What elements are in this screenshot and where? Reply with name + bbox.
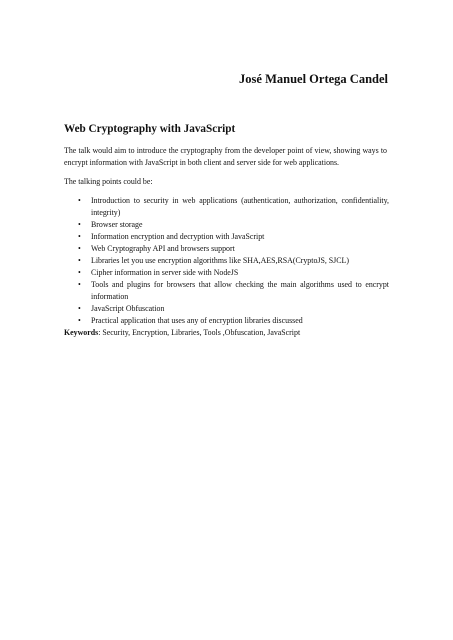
list-item (64, 315, 389, 327)
bullet-icon: • (78, 316, 81, 325)
talking-points-lead: The talking points could be: (64, 177, 153, 186)
list-item-text: JavaScript Obfuscation (91, 304, 165, 313)
bullet-icon: • (78, 232, 81, 241)
bullet-icon: • (78, 256, 81, 265)
talking-points-list (64, 195, 389, 327)
bullet-icon: • (78, 196, 81, 205)
list-item (64, 219, 389, 231)
list-item-text: Information encryption and decryption with JavaScript (91, 232, 265, 241)
list-item (64, 255, 389, 267)
list-item (64, 243, 389, 255)
intro-paragraph: The talk would aim to introduce the cryptography from the developer point of view, showing ways to encrypt information with JavaScript in both client and server side for web applications. (64, 146, 387, 167)
list-item-text: Cipher information in server side with NodeJS (91, 268, 239, 277)
list-item-text: Introduction to security in web applications (authentication, authorization, confidentiality, integrity) (91, 196, 389, 217)
document-title: Web Cryptography with JavaScript (64, 123, 236, 135)
list-item (64, 231, 389, 243)
author-name: José Manuel Ortega Candel (239, 72, 388, 86)
list-item (64, 279, 389, 303)
list-item-text: Web Cryptography API and browsers support (91, 244, 235, 253)
bullet-icon: • (78, 280, 81, 289)
list-item-text: Browser storage (91, 220, 143, 229)
keywords-text: : Security, Encryption, Libraries, Tools ,Obfuscation, JavaScript (98, 328, 301, 337)
list-item-text: Tools and plugins for browsers that allow checking the main algorithms used to encrypt information (91, 280, 389, 301)
list-item-text: Libraries let you use encryption algorithms like SHA,AES,RSA(CryptoJS, SJCL) (91, 256, 349, 265)
bullet-icon: • (78, 304, 81, 313)
bullet-icon: • (78, 268, 81, 277)
bullet-icon: • (78, 244, 81, 253)
list-item (64, 303, 389, 315)
list-item (64, 267, 389, 279)
keywords-label: Keywords (64, 328, 99, 337)
keywords-line (64, 327, 300, 339)
list-item (64, 195, 389, 219)
bullet-icon: • (78, 220, 81, 229)
list-item-text: Practical application that uses any of encryption libraries discussed (91, 316, 303, 325)
